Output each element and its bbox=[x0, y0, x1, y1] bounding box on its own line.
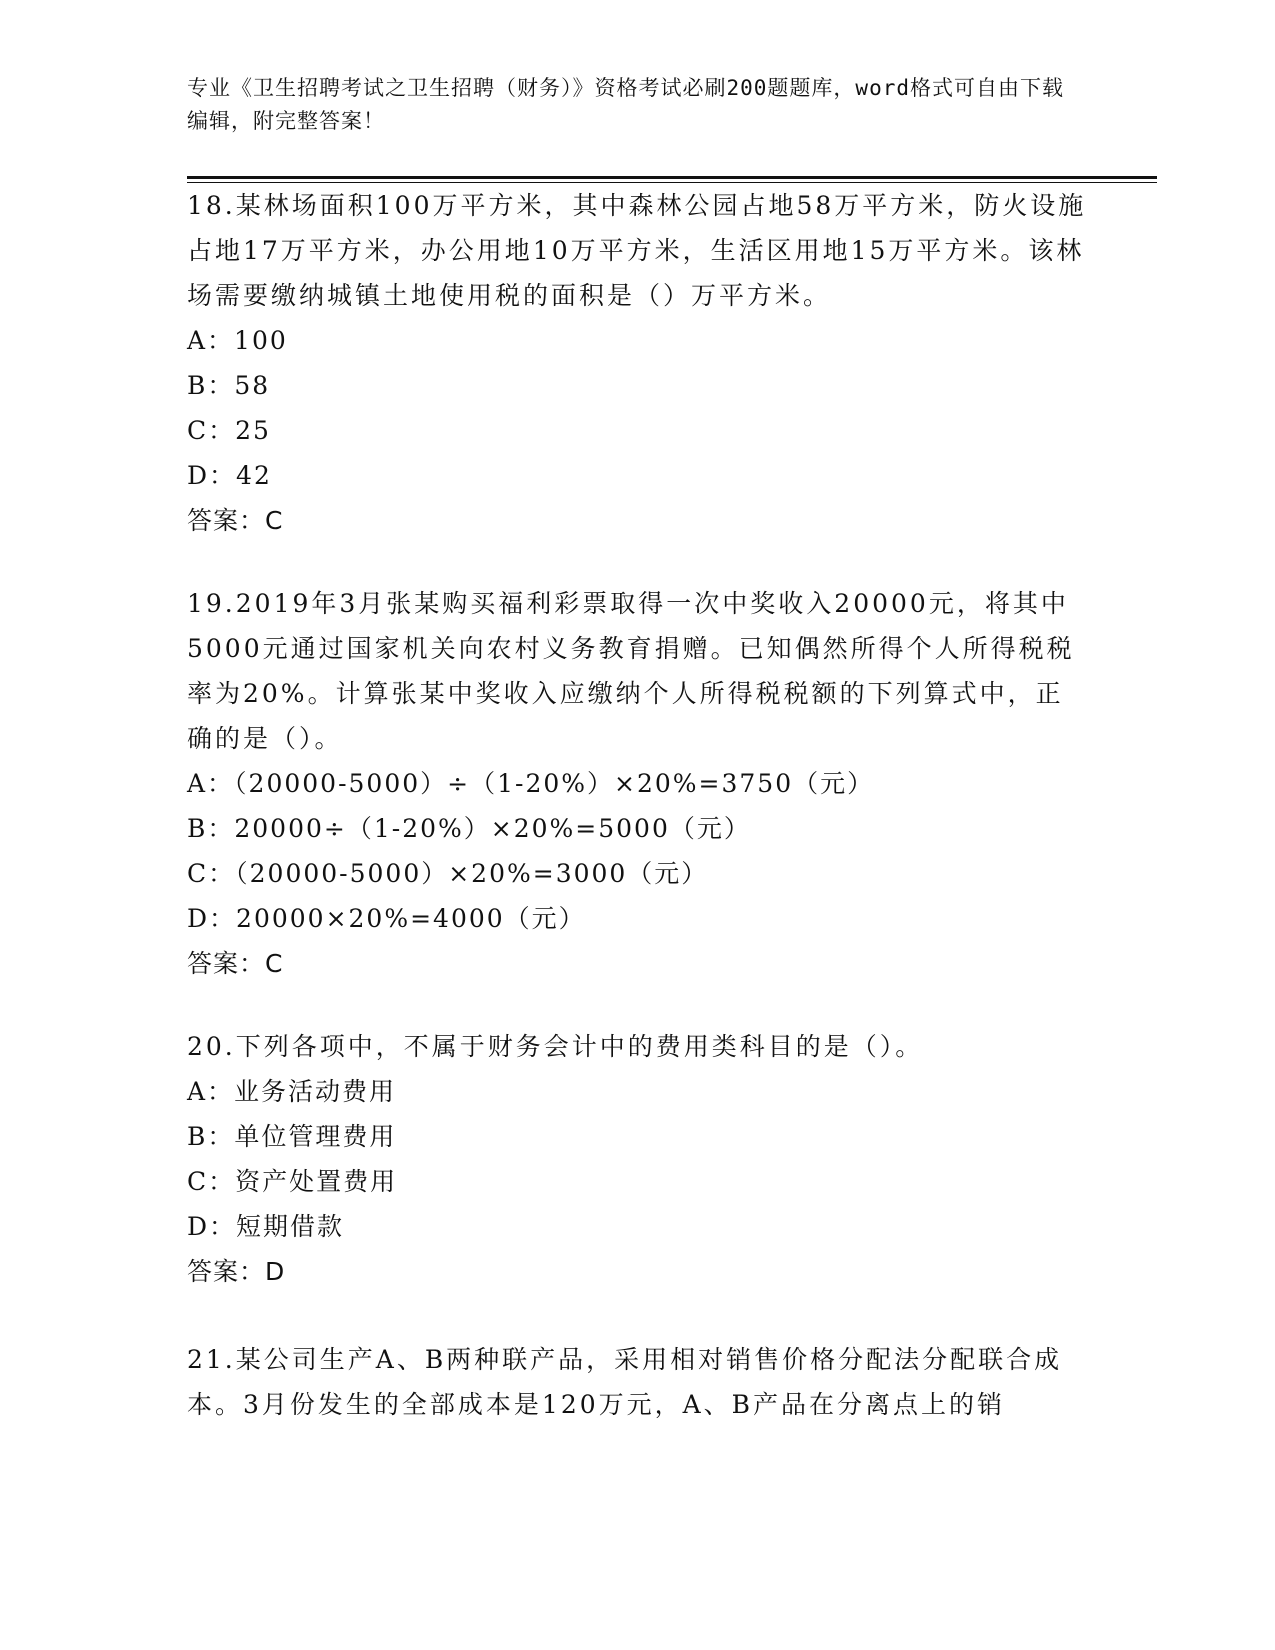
option-list bbox=[187, 318, 1087, 498]
question-stem: 21.某公司生产A、B两种联产品，采用相对销售价格分配法分配联合成本。3月份发生的全部成本是120万元，A、B产品在分离点上的销 bbox=[187, 1345, 1063, 1419]
option-d: D：20000×20%=4000（元） bbox=[187, 904, 586, 933]
option-c: C：25 bbox=[187, 416, 271, 445]
option-list bbox=[187, 761, 1087, 941]
question-18 bbox=[187, 183, 1087, 543]
document-header: 专业《卫生招聘考试之卫生招聘（财务）》资格考试必刷200题题库，word格式可自由下载编辑，附完整答案！ bbox=[187, 76, 1064, 133]
option-a: A：（20000-5000）÷（1-20%）×20%=3750（元） bbox=[187, 769, 875, 798]
option-a: A：业务活动费用 bbox=[187, 1077, 397, 1106]
option-d: D：42 bbox=[187, 461, 272, 490]
option-c: C：（20000-5000）×20%=3000（元） bbox=[187, 859, 709, 888]
option-list bbox=[187, 1069, 1087, 1249]
option-c: C：资产处置费用 bbox=[187, 1167, 398, 1196]
option-b: B：20000÷（1-20%）×20%=5000（元） bbox=[187, 814, 751, 843]
question-stem: 18.某林场面积100万平方米，其中森林公园占地58万平方米，防火设施占地17万平方米，办公用地10万平方米，生活区用地15万平方米。该林场需要缴纳城镇土地使用税的面积是（）万平方米。 bbox=[187, 191, 1087, 310]
option-b: B：58 bbox=[187, 371, 271, 400]
question-stem: 19.2019年3月张某购买福利彩票取得一次中奖收入20000元，将其中5000元通过国家机关向农村义务教育捐赠。已知偶然所得个人所得税税率为20%。计算张某中奖收入应缴纳个人所得税税额的下列算式中，正确的是（）。 bbox=[187, 589, 1075, 753]
header-divider-thick bbox=[187, 176, 1157, 179]
question-21 bbox=[187, 1337, 1087, 1427]
answer-line: 答案：C bbox=[187, 949, 284, 978]
question-20 bbox=[187, 1024, 1087, 1294]
answer-line: 答案：D bbox=[187, 1257, 286, 1286]
question-stem: 20.下列各项中，不属于财务会计中的费用类科目的是（）。 bbox=[187, 1032, 924, 1061]
option-b: B：单位管理费用 bbox=[187, 1122, 397, 1151]
option-a: A：100 bbox=[187, 326, 288, 355]
answer-line: 答案：C bbox=[187, 506, 284, 535]
question-19 bbox=[187, 581, 1087, 986]
option-d: D：短期借款 bbox=[187, 1212, 345, 1241]
